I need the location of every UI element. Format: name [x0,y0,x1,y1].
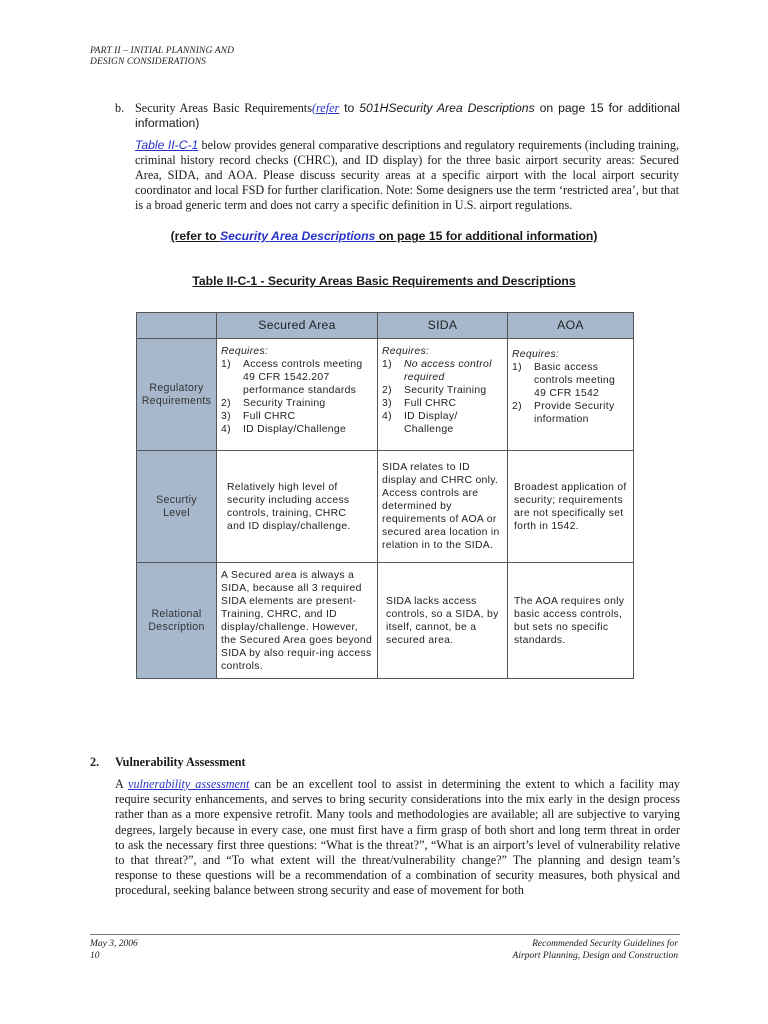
security-area-descriptions-link[interactable]: Security Area Descriptions [220,229,376,243]
requirement-item: 3) Full CHRC [382,398,457,409]
section-number: 2. [90,755,100,769]
requirement-item: 2) Security Training [221,398,326,409]
footer-date: May 3, 2006 [90,939,138,949]
requirement-item: 2) Security Training [382,385,487,396]
footer-right [513,938,678,962]
cell-aoa-regulatory: Requires: 1) Basic access controls meeting 49 CFR 1542 2) Provide Security information [508,339,634,451]
cell-aoa-security-level: Broadest application of security; requirements are not specifically set forth in 1542. [508,451,634,563]
refer-note: (refer to Security Area Descriptions on page 15 for additional information) [170,229,598,243]
table-title: Table II-C-1 - Security Areas Basic Requirements and Descriptions [192,274,576,288]
cell-secured-regulatory: Requires: 1) Access controls meeting 49 CFR 1542.207 performance standards 2) Security Training 3) Full CHRC 4) ID Display/Challenge [217,339,378,451]
requirement-item: 4) ID Display/Challenge [221,424,347,435]
intro-paragraph: Table II-C-1 below provides general comparative descriptions and regulatory requirements (including training, criminal history record checks (CHRC), and ID display) for the three basic airport security areas: Secured Area, SIDA, and AOA. Please discuss security areas at a specific airport with the local airport security coordinator and local FSD for further clarification. Note: Some designers use the term ‘restricted area’, but that is a broad generic term and does not carry a specific definition in U.S. airport regulations. [135,138,679,212]
vulnerability-paragraph: A vulnerability assessment can be an excellent tool to assist in determining the extent to which a facility may require security enhancements, and serves to bring security considerations into the mix early in the design process rather than as a more expensive retrofit. Many tools and methodologies are available; all are subjective to varying degrees, largely because in every case, one must first have a firm grasp of both short and long term threat in order to ask the necessary first three questions: “What is the threat?”, “What is an airport’s level of vulnerability relative to that threat?”, and “To what extent will the threat/vulnerability change?” The planning and design team’s response to these questions will be a recommendation of a combination of security measures, both physical and procedural, seeking balance between strong security and ease of movement for both [115,777,680,898]
vulnerability-assessment-link[interactable]: vulnerability assessment [128,777,250,791]
running-header [90,46,234,68]
row-header-regulatory: Regulatory Requirements [137,339,217,451]
cell-aoa-relational: The AOA requires only basic access controls, but sets no specific standards. [508,563,634,679]
footer-divider [90,934,680,935]
requirement-item: 3) Full CHRC [221,411,296,422]
page-number: 10 [90,951,100,961]
column-header-secured-area: Secured Area [217,313,378,339]
cell-secured-relational: A Secured area is always a SIDA, because all 3 required SIDA elements are present-Training, CHRC, and ID display/challenge. However, the Secured Area goes beyond SIDA by also requir-ing access controls. [217,563,378,679]
security-areas-table [136,312,634,679]
requirement-item: 4) ID Display/ Challenge [382,411,458,435]
column-header-empty [137,313,217,339]
list-marker: b. [115,101,125,115]
cell-secured-security-level: Relatively high level of security including access controls, training, CHRC and ID display/challenge. [217,451,378,563]
section-heading [90,755,246,770]
requirement-item: 1) Basic access controls meeting 49 CFR 1542 [512,362,616,399]
column-header-sida: SIDA [378,313,508,339]
header-line-2: DESIGN CONSIDERATIONS [90,57,207,67]
list-item-b: b. Security Areas Basic Requirements(refer to 501HSecurity Area Descriptions on page 15 for additional information) [115,101,680,130]
table-ii-c-1-link[interactable]: Table II-C-1 [135,138,199,152]
requirement-item: 1) No access control required [382,359,492,383]
column-header-aoa: AOA [508,313,634,339]
cell-sida-security-level: SIDA relates to ID display and CHRC only. Access controls are determined by requirements of AOA or secured area location in relation in to the SIDA. [378,451,508,563]
security-area-descriptions-ref: 501HSecurity Area Descriptions [359,101,535,115]
section-title: Vulnerability Assessment [115,755,246,769]
table-header-row [137,313,634,339]
cell-sida-relational: SIDA lacks access controls, so a SIDA, by itself, cannot, be a secured area. [378,563,508,679]
table-row-security-level [137,451,634,563]
table-row-regulatory [137,339,634,451]
footer-title-line-2: Airport Planning, Design and Construction [512,951,678,961]
item-b-title: Security Areas Basic Requirements [135,101,312,115]
footer-left [90,938,138,962]
row-header-relational: Relational Description [137,563,217,679]
table-row-relational [137,563,634,679]
cell-sida-regulatory: Requires: 1) No access control required 2) Security Training 3) Full CHRC 4) ID Display/ Challenge [378,339,508,451]
row-header-security-level: Securtiy Level [137,451,217,563]
footer-title-line-1: Recommended Security Guidelines for [532,939,678,949]
refer-link[interactable]: (refer [311,101,340,115]
header-line-1: PART II – INITIAL PLANNING AND [90,46,235,56]
requirement-item: 2) Provide Security information [512,401,615,425]
requirement-item: 1) Access controls meeting 49 CFR 1542.207 performance standards [221,359,363,396]
